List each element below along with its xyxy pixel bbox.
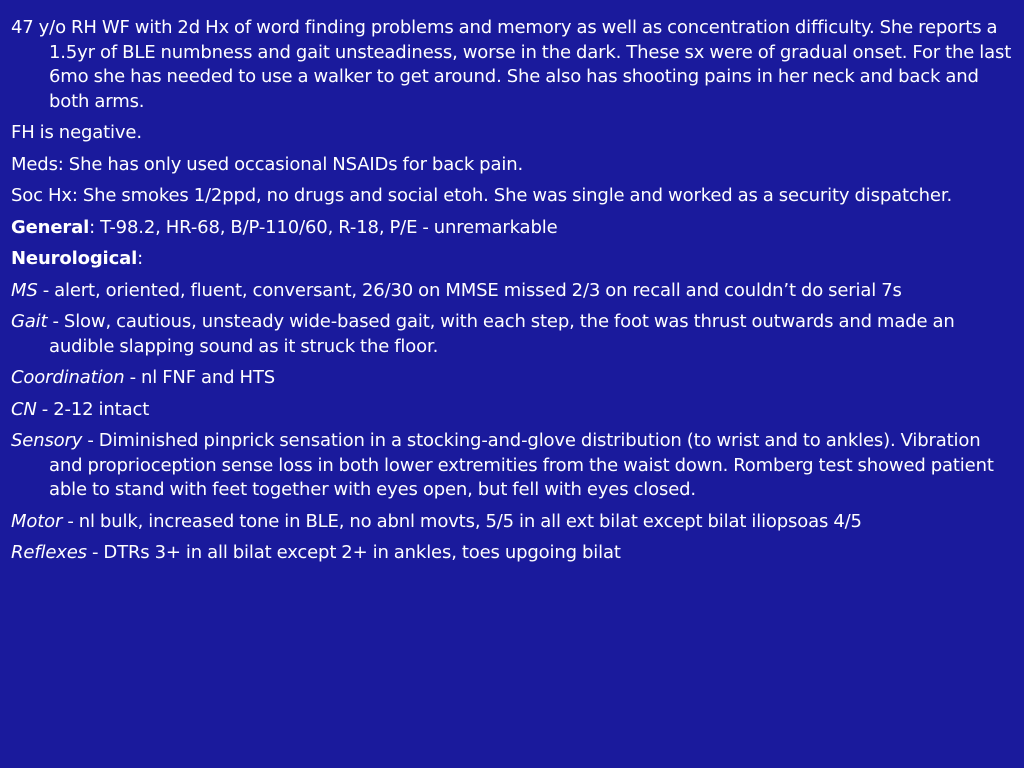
- general-label: General: [11, 216, 90, 238]
- coordination-paragraph: [11, 366, 1012, 391]
- medications-paragraph: [11, 153, 1012, 178]
- history-paragraph: [11, 16, 1012, 114]
- cranial-nerves-paragraph: [11, 398, 1012, 423]
- neurological-heading-paragraph: [11, 247, 1012, 272]
- sensory-text: - Diminished pinprick sensation in a stocking-and-glove distribution (to wrist and to ankles). Vibration and proprioception sense loss in both lower extremities from the waist down. Romberg test showed patient able to stand with feet together with eyes open, but fell with eyes closed.: [49, 430, 994, 500]
- reflexes-paragraph: [11, 541, 1012, 566]
- gait-text: - Slow, cautious, unsteady wide-based gait, with each step, the foot was thrust outwards and made an audible slapping sound as it struck the floor.: [47, 311, 955, 357]
- reflexes-label: Reflexes: [11, 542, 87, 563]
- motor-label: Motor: [11, 510, 63, 532]
- motor-text: - nl bulk, increased tone in BLE, no abnl movts, 5/5 in all ext bilat except bilat iliopsoas 4/5: [62, 510, 862, 532]
- coordination-text: - nl FNF and HTS: [124, 367, 276, 388]
- family-history-paragraph: [11, 121, 1012, 146]
- sensory-label: Sensory: [11, 430, 83, 451]
- family-history-text: FH is negative.: [11, 122, 142, 143]
- history-text: 47 y/o RH WF with 2d Hx of word finding problems and memory as well as concentration difficulty. She reports a 1.5yr of BLE numbness and gait unsteadiness, worse in the dark. These sx were of gradual onset. For the last 6mo she has needed to use a walker to get around. She also has shooting pains in her neck and back and both arms.: [11, 17, 1012, 112]
- mental-status-text: - alert, oriented, fluent, conversant, 26/30 on MMSE missed 2/3 on recall and couldn’t do serial 7s: [37, 279, 902, 301]
- sensory-paragraph: [11, 429, 1012, 503]
- medications-text: Meds: She has only used occasional NSAIDs for back pain.: [11, 153, 524, 175]
- motor-paragraph: [11, 510, 1012, 535]
- social-history-paragraph: [11, 184, 1012, 209]
- social-history-text: Soc Hx: She smokes 1/2ppd, no drugs and social etoh. She was single and worked as a security dispatcher.: [11, 185, 953, 206]
- general-exam-paragraph: [11, 216, 1012, 241]
- cranial-nerves-text: - 2-12 intact: [36, 398, 150, 420]
- gait-label: Gait: [11, 311, 48, 332]
- mental-status-paragraph: [11, 279, 1012, 304]
- coordination-label: Coordination: [11, 367, 125, 388]
- reflexes-text: - DTRs 3+ in all bilat except 2+ in ankles, toes upgoing bilat: [86, 542, 621, 563]
- cranial-nerves-label: CN: [11, 398, 37, 420]
- mental-status-label: MS: [11, 279, 38, 301]
- neurological-label: Neurological: [11, 248, 138, 269]
- gait-paragraph: [11, 310, 1012, 359]
- general-text: : T-98.2, HR-68, B/P-110/60, R-18, P/E - unremarkable: [89, 216, 558, 238]
- neurological-text: :: [137, 248, 144, 269]
